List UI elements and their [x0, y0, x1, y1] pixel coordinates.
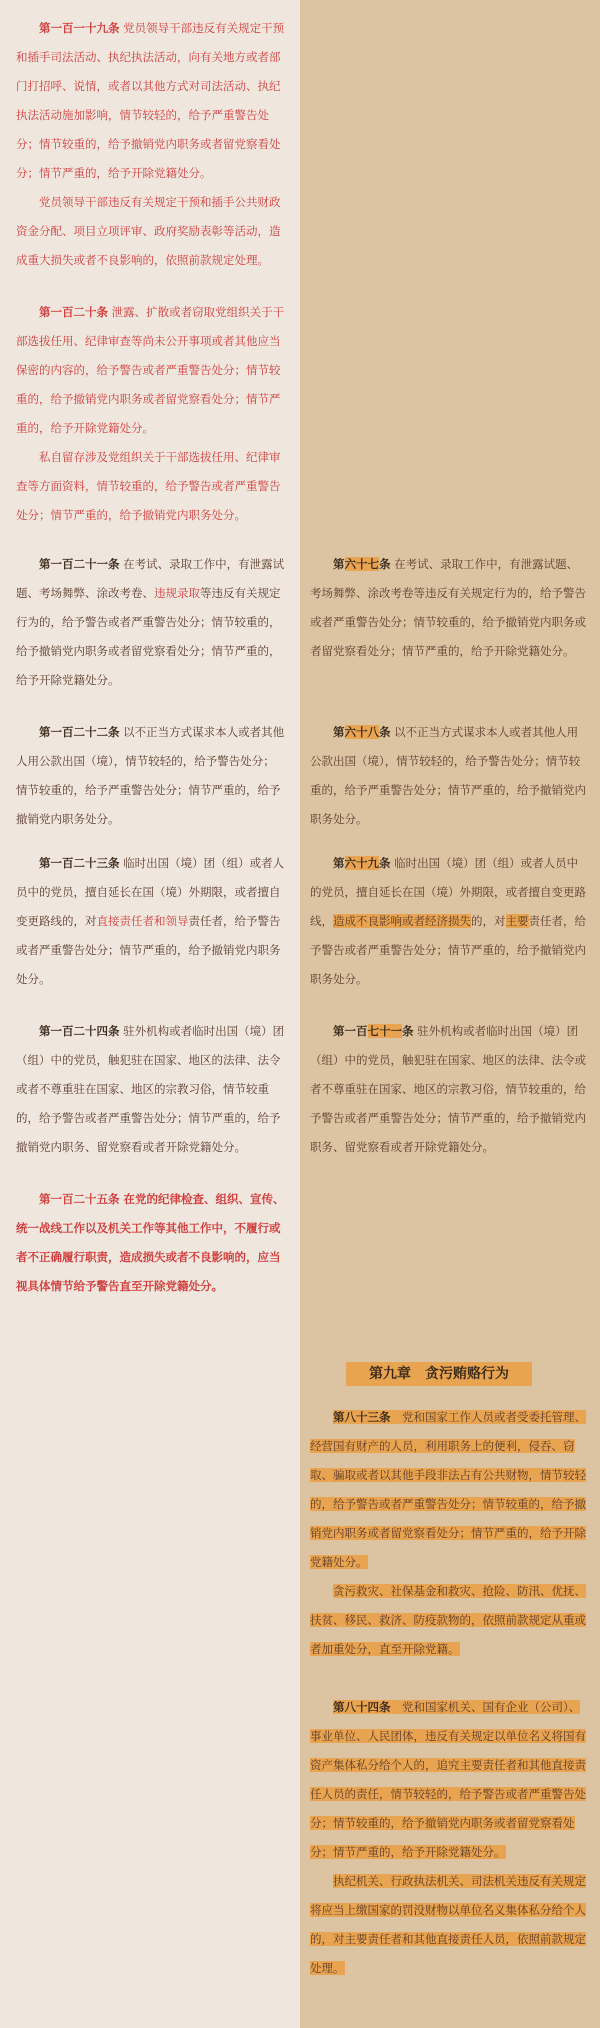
article-text: 以不正当方式谋求本人或者其他人用公款出国（境），情节较轻的，给予警告处分；情节较重的，给予严重警告处分；情节严重的，给予撤销党内职务处分。 [16, 725, 285, 826]
article-text: 在考试、录取工作中，有泄露试题、考场舞弊、涂改考卷、 [16, 557, 285, 600]
article-119 [16, 14, 286, 275]
highlighted-paragraph [310, 1700, 586, 1859]
article-number-part: 条 [379, 856, 391, 870]
article-number-part: 条 [379, 725, 391, 739]
article-67 [310, 550, 588, 666]
changed-text: 违规录取 [154, 586, 200, 600]
paragraph: 第一百二十五条 在党的纪律检查、组织、宣传、统一战线工作以及机关工作等其他工作中，不履行或者不正确履行职责，造成损失或者不良影响的，应当视具体情节给予警告直至开除党籍处分。 [16, 1192, 285, 1293]
article-number: 第一百一十九条 [39, 21, 120, 35]
article-number-part: 第 [333, 725, 345, 739]
article-number-part: 第 [333, 557, 345, 571]
paragraph [310, 718, 588, 834]
article-124 [16, 1017, 286, 1162]
article-text: 党和国家机关、国有企业（公司）、事业单位、人民团体，违反有关规定以单位名义将国有资产集体私分给个人的，追究主要责任者和其他直接责任人员的责任，情节较轻的，给予警告或者严重警告处分；情节较重的，给予撤销党内职务或者留党察看处分；情节严重的，给予开除党籍处分。 [310, 1700, 586, 1859]
article-text: 责任者，给予警告或者严重警告处分；情节严重的，给予撤销党内职务处分。 [310, 914, 586, 986]
article-84 [310, 1693, 588, 1983]
paragraph [310, 1017, 588, 1162]
paragraph [16, 298, 286, 443]
highlighted-paragraph: 执纪机关、行政执法机关、司法机关违反有关规定将应当上缴国家的罚没财物以单位名义集体私分给个人的，对主要责任者和其他直接责任人员，依照前款规定处理。 [310, 1874, 586, 1975]
paragraph [16, 550, 286, 695]
article-122 [16, 718, 286, 834]
article-text: 党和国家工作人员或者受委托管理、经营国有财产的人员，利用职务上的便利，侵吞、窃取、骗取或者以其他手段非法占有公共财物，情节较轻的，给予警告或者严重警告处分；情节较重的，给予撤销党内职务或者留党察看处分；情节严重的，给予开除党籍处分。 [310, 1410, 586, 1569]
article-120 [16, 298, 286, 530]
chapter-heading: 第九章 贪污贿赂行为 [346, 1362, 532, 1386]
article-number-part: 第一百 [333, 1024, 368, 1038]
highlighted-text: 造成不良影响或者经济损失 [333, 914, 471, 928]
highlighted-number: 六十七 [344, 557, 379, 571]
article-121 [16, 550, 286, 695]
paragraph [310, 1403, 588, 1577]
article-text: 临时出国（境）团（组）或者人员中的党员，擅自延长在国（境）外期限，或者擅自变更路线的，对 [16, 856, 285, 928]
article-number: 第八十三条 [333, 1410, 391, 1424]
article-text: 泄露、扩散或者窃取党组织关于干部选拔任用、纪律审查等尚未公开事项或者其他应当保密的内容的，给予警告或者严重警告处分；情节较重的，给予撤销党内职务或者留党察看处分；情节严重的，给予开除党籍处分。 [16, 305, 285, 435]
paragraph [310, 1867, 588, 1983]
article-text: 等违反有关规定行为的，给予警告或者严重警告处分；情节较重的，给予撤销党内职务或者留党察看处分；情节严重的，给予开除党籍处分。 [16, 586, 281, 687]
article-number [333, 725, 391, 739]
paragraph [16, 849, 286, 994]
article-text: 驻外机构或者临时出国（境）团（组）中的党员，触犯驻在国家、地区的法律、法令或者不尊重驻在国家、地区的宗教习俗，情节较重的，给予警告或者严重警告处分；情节严重的，给予撤销党内职务、留党察看或者开除党籍处分。 [16, 1024, 285, 1154]
article-number: 第一百二十三条 [39, 856, 120, 870]
article-text: 责任者，给予警告或者严重警告处分；情节严重的，给予撤销党内职务处分。 [16, 914, 281, 986]
highlighted-paragraph: 贪污救灾、社保基金和救灾、抢险、防汛、优抚、扶贫、移民、救济、防疫款物的，依照前款规定从重或者加重处分，直至开除党籍。 [310, 1584, 586, 1656]
paragraph [310, 849, 588, 994]
article-number-part: 第 [333, 856, 345, 870]
highlighted-text: 主要 [505, 914, 529, 928]
paragraph [310, 1577, 588, 1664]
article-number: 第八十四条 [333, 1700, 391, 1714]
article-number: 第一百二十一条 [39, 557, 120, 571]
article-68 [310, 718, 588, 834]
highlighted-number: 六十九 [344, 856, 379, 870]
highlighted-number: 六十八 [344, 725, 379, 739]
article-number: 第一百二十四条 [39, 1024, 120, 1038]
article-text: 党员领导干部违反有关规定干预和插手司法活动、执纪执法活动，向有关地方或者部门打招呼、说情，或者以其他方式对司法活动、执纪执法活动施加影响，情节较轻的，给予严重警告处分；情节较重的，给予撤销党内职务或者留党察看处分；情节严重的，给予开除党籍处分。 [16, 21, 285, 180]
article-number: 第一百二十二条 [39, 725, 120, 739]
changed-text: 直接责任者和领导 [96, 914, 189, 928]
article-number-part: 条 [379, 557, 391, 571]
article-83 [310, 1403, 588, 1664]
article-69 [310, 849, 588, 994]
paragraph [310, 550, 588, 666]
article-number [333, 1024, 414, 1038]
article-70 [310, 1017, 588, 1162]
article-125 [16, 1185, 286, 1301]
article-text: 驻外机构或者临时出国（境）团（组）中的党员，触犯驻在国家、地区的法律、法令或者不尊重驻在国家、地区的宗教习俗，情节较重的，给予警告或者严重警告处分；情节严重的，给予撤销党内职务、留党察看或者开除党籍处分。 [310, 1024, 586, 1154]
paragraph [16, 14, 286, 188]
article-number-part: 条 [402, 1024, 414, 1038]
article-123 [16, 849, 286, 994]
paragraph [16, 1017, 286, 1162]
article-text: 以不正当方式谋求本人或者其他人用公款出国（境），情节较轻的，给予警告处分；情节较重的，给予严重警告处分；情节严重的，给予撤销党内职务处分。 [310, 725, 586, 826]
paragraph: 私自留存涉及党组织关于干部选拔任用、纪律审查等方面资料，情节较重的，给予警告或者严重警告处分；情节严重的，给予撤销党内职务处分。 [16, 450, 281, 522]
article-text: 在考试、录取工作中，有泄露试题、考场舞弊、涂改考卷等违反有关规定行为的，给予警告或者严重警告处分；情节较重的，给予撤销党内职务或者留党察看处分；情节严重的，给予开除党籍处分。 [310, 557, 586, 658]
article-number: 第一百二十条 [39, 305, 108, 319]
paragraph: 党员领导干部违反有关规定干预和插手公共财政资金分配、项目立项评审、政府奖励表彰等活动，造成重大损失或者不良影响的，依照前款规定处理。 [16, 195, 281, 267]
article-text: 临时出国（境）团（组）或者人员中的党员，擅自延长在国（境）外期限，或者擅自变更路线， [310, 856, 586, 928]
highlighted-paragraph [310, 1410, 586, 1569]
article-number [333, 856, 391, 870]
highlighted-number: 七十一 [367, 1024, 402, 1038]
paragraph [16, 718, 286, 834]
article-text: 的，对 [471, 914, 506, 928]
article-number [333, 557, 391, 571]
paragraph [310, 1693, 588, 1867]
